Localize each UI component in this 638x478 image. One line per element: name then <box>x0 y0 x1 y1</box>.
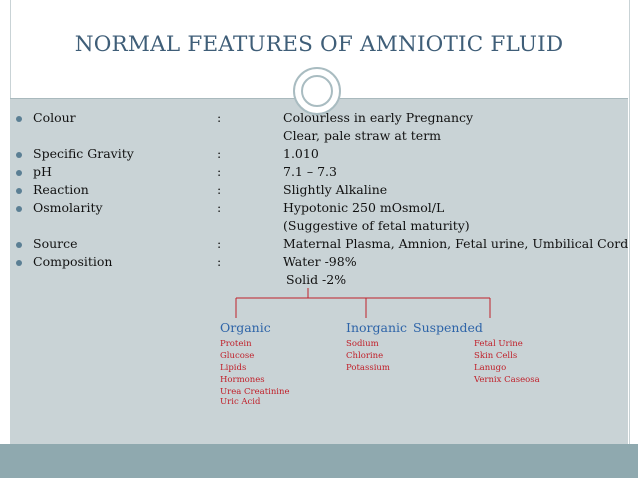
feature-label: Osmolarity <box>33 200 103 215</box>
organic-item: Glucose <box>220 351 255 361</box>
feature-label: Source <box>33 236 78 251</box>
feature-label: Composition <box>33 254 113 269</box>
slide-title: NORMAL FEATURES OF AMNIOTIC FLUID <box>74 32 564 57</box>
feature-value: Slightly Alkaline <box>283 182 388 197</box>
feature-separator: : <box>217 200 222 215</box>
feature-label: pH <box>33 164 52 179</box>
feature-value-continuation: Clear, pale straw at term <box>283 128 442 143</box>
organic-item: Protein <box>220 339 252 349</box>
inorganic-item: Sodium <box>346 339 379 349</box>
feature-label: Colour <box>33 110 76 125</box>
feature-separator: : <box>217 236 222 251</box>
suspended-item: Fetal Urine <box>474 339 523 349</box>
feature-separator: : <box>217 182 222 197</box>
inorganic-item: Potassium <box>346 363 390 373</box>
feature-separator: : <box>217 254 222 269</box>
suspended-item: Skin Cells <box>474 351 518 361</box>
suspended-item: Vernix Caseosa <box>474 375 540 385</box>
organic-item: Urea Creatinine <box>220 387 290 397</box>
feature-value: Maternal Plasma, Amnion, Fetal urine, Umbilical Cord <box>283 236 629 251</box>
organic-item: Uric Acid <box>220 397 261 407</box>
organic-item: Lipids <box>220 363 247 373</box>
category-organic: Organic <box>220 320 271 335</box>
feature-separator: : <box>217 110 222 125</box>
suspended-item: Lanugo <box>474 363 507 373</box>
feature-value: Water -98% <box>283 254 357 269</box>
feature-separator: : <box>217 146 222 161</box>
feature-value: 7.1 – 7.3 <box>283 164 337 179</box>
inorganic-item: Chlorine <box>346 351 384 361</box>
feature-value: Hypotonic 250 mOsmol/L <box>283 200 445 215</box>
feature-label: Reaction <box>33 182 89 197</box>
feature-value-continuation: Solid -2% <box>286 272 347 287</box>
feature-separator: : <box>217 164 222 179</box>
feature-label: Specific Gravity <box>33 146 134 161</box>
feature-value: 1.010 <box>283 146 319 161</box>
feature-value: Colourless in early Pregnancy <box>283 110 474 125</box>
category-inorganic: Inorganic <box>346 320 407 335</box>
feature-value-continuation: (Suggestive of fetal maturity) <box>283 218 470 233</box>
category-suspended: Suspended <box>413 320 483 335</box>
organic-item: Hormones <box>220 375 265 385</box>
